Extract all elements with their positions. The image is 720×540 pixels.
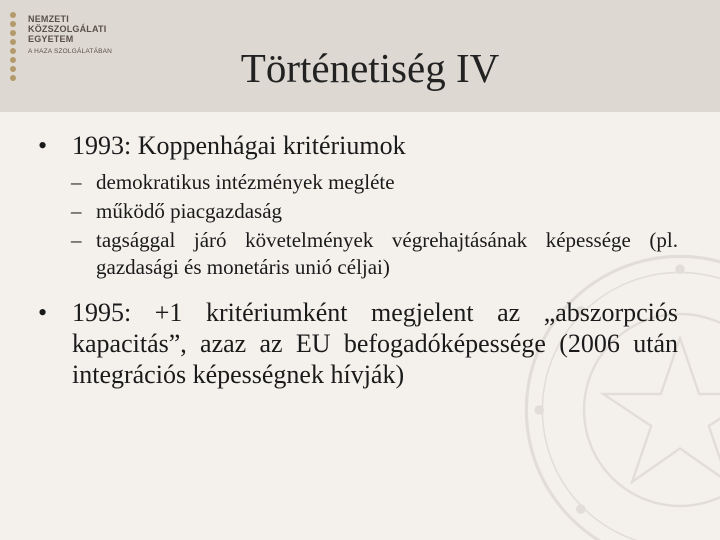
bullet-1995: [38, 297, 678, 390]
slide-content: [38, 130, 678, 390]
sub-item-text: demokratikus intézmények megléte: [96, 170, 395, 194]
bullet-dot: •: [38, 131, 48, 160]
slide-title: Történetiség IV: [240, 45, 500, 91]
logo-line-1: NEMZETI: [28, 14, 69, 24]
bullet-text: 1993: Koppenhágai kritériumok: [72, 131, 406, 160]
bullet-dot: •: [38, 298, 48, 327]
logo-line-2: KÖZSZOLGÁLATI: [28, 24, 107, 34]
sub-item-text: működő piacgazdaság: [96, 199, 283, 223]
sub-item-text: tagsággal járó követelmények végrehajtásának képessége (pl. gazdasági és monetáris unió céljai): [96, 228, 678, 279]
logo-line-3: EGYETEM: [28, 34, 74, 44]
bullet-text: 1995: +1 kritériumként megjelent az „abszorpciós kapacitás”, azaz az EU befogadóképessége (2006 után integrációs képességnek hívják): [72, 298, 678, 389]
university-logo: [8, 8, 118, 88]
bullet-1993: [38, 130, 678, 161]
logo-text: [28, 14, 112, 57]
logo-tagline: A HAZA SZOLGÁLATÁBAN: [28, 48, 113, 55]
sub-item-2: – működő piacgazdaság: [71, 199, 283, 223]
sub-item-1: – demokratikus intézmények megléte: [71, 170, 395, 194]
sub-item-3: – tagsággal járó követelmények végrehajtásának képessége (pl. gazdasági és monetáris unió céljai): [71, 228, 678, 279]
sub-list-1993: [38, 169, 678, 281]
logo-ornament: [8, 12, 18, 84]
